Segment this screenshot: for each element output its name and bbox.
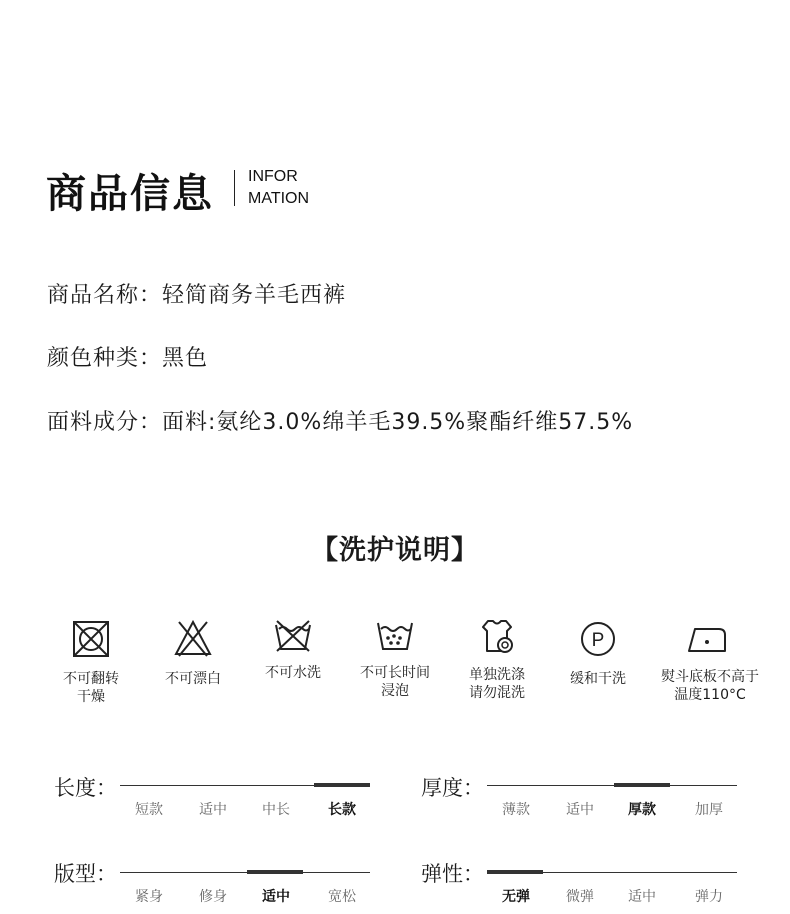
thickness-option: 薄款 bbox=[502, 802, 530, 818]
dry-clean-icon bbox=[576, 617, 620, 661]
care-label-no-tumble-dry: 不可翻转 干燥 bbox=[63, 671, 119, 705]
elasticity-selected-mark bbox=[487, 870, 543, 874]
elasticity-option-selected: 无弹 bbox=[502, 889, 530, 905]
title-divider bbox=[234, 170, 235, 206]
care-label-dry-clean: 缓和干洗 bbox=[570, 671, 626, 687]
product-name-label: 商品名称： bbox=[47, 283, 163, 308]
fit-selected-mark bbox=[247, 870, 303, 874]
length-option: 中长 bbox=[262, 802, 290, 818]
product-fabric-label: 面料成分： bbox=[47, 410, 163, 435]
length-option: 短款 bbox=[135, 802, 163, 818]
care-label-no-bleach: 不可漂白 bbox=[165, 671, 221, 687]
elasticity-label: 弹性： bbox=[421, 862, 484, 886]
product-color-label: 颜色种类： bbox=[47, 346, 163, 371]
care-title: 【洗护说明】 bbox=[311, 535, 479, 566]
length-option: 适中 bbox=[199, 802, 227, 818]
length-label: 长度： bbox=[54, 776, 117, 800]
title-en-line2: MATION bbox=[248, 190, 310, 207]
thickness-option-selected: 厚款 bbox=[628, 802, 656, 818]
thickness-track bbox=[487, 785, 737, 786]
care-label-no-wash: 不可水洗 bbox=[265, 665, 321, 681]
length-option-selected: 长款 bbox=[328, 802, 356, 818]
title-en-line1: INFOR bbox=[248, 168, 298, 185]
product-name-value: 轻简商务羊毛西裤 bbox=[162, 283, 347, 308]
product-fabric-row bbox=[47, 405, 633, 436]
section-title-en bbox=[248, 166, 309, 210]
thickness-selected-mark bbox=[614, 783, 670, 787]
product-fabric-value: 面料:氨纶3.0%绵羊毛39.5%聚酯纤维57.5% bbox=[162, 410, 634, 435]
product-color-value: 黑色 bbox=[162, 346, 209, 371]
elasticity-option: 弹力 bbox=[695, 889, 723, 905]
fit-option: 宽松 bbox=[328, 889, 356, 905]
fit-option-selected: 适中 bbox=[262, 889, 290, 905]
fit-option: 紧身 bbox=[135, 889, 163, 905]
wash-separately-icon bbox=[475, 615, 519, 659]
thickness-option: 加厚 bbox=[695, 802, 723, 818]
fit-track bbox=[120, 872, 370, 873]
thickness-option: 适中 bbox=[566, 802, 594, 818]
elasticity-option: 适中 bbox=[628, 889, 656, 905]
care-label-no-long-soak: 不可长时间 浸泡 bbox=[360, 665, 430, 699]
product-name-row bbox=[47, 278, 346, 309]
no-long-soak-icon bbox=[373, 613, 417, 657]
svg-text:P: P bbox=[591, 630, 605, 651]
length-selected-mark bbox=[314, 783, 370, 787]
iron-low-icon bbox=[685, 615, 729, 659]
fit-option: 修身 bbox=[199, 889, 227, 905]
no-wash-icon bbox=[271, 613, 315, 657]
no-tumble-dry-icon bbox=[69, 617, 113, 661]
no-bleach-icon bbox=[171, 617, 215, 661]
thickness-label: 厚度： bbox=[421, 776, 484, 800]
product-color-row bbox=[47, 341, 208, 372]
care-label-wash-separately: 单独洗涤 请勿混洗 bbox=[469, 667, 525, 701]
fit-label: 版型： bbox=[54, 862, 117, 886]
section-title: 商品信息 bbox=[46, 171, 214, 217]
care-label-iron-low: 熨斗底板不高于 温度110°C bbox=[661, 669, 759, 703]
elasticity-option: 微弹 bbox=[566, 889, 594, 905]
